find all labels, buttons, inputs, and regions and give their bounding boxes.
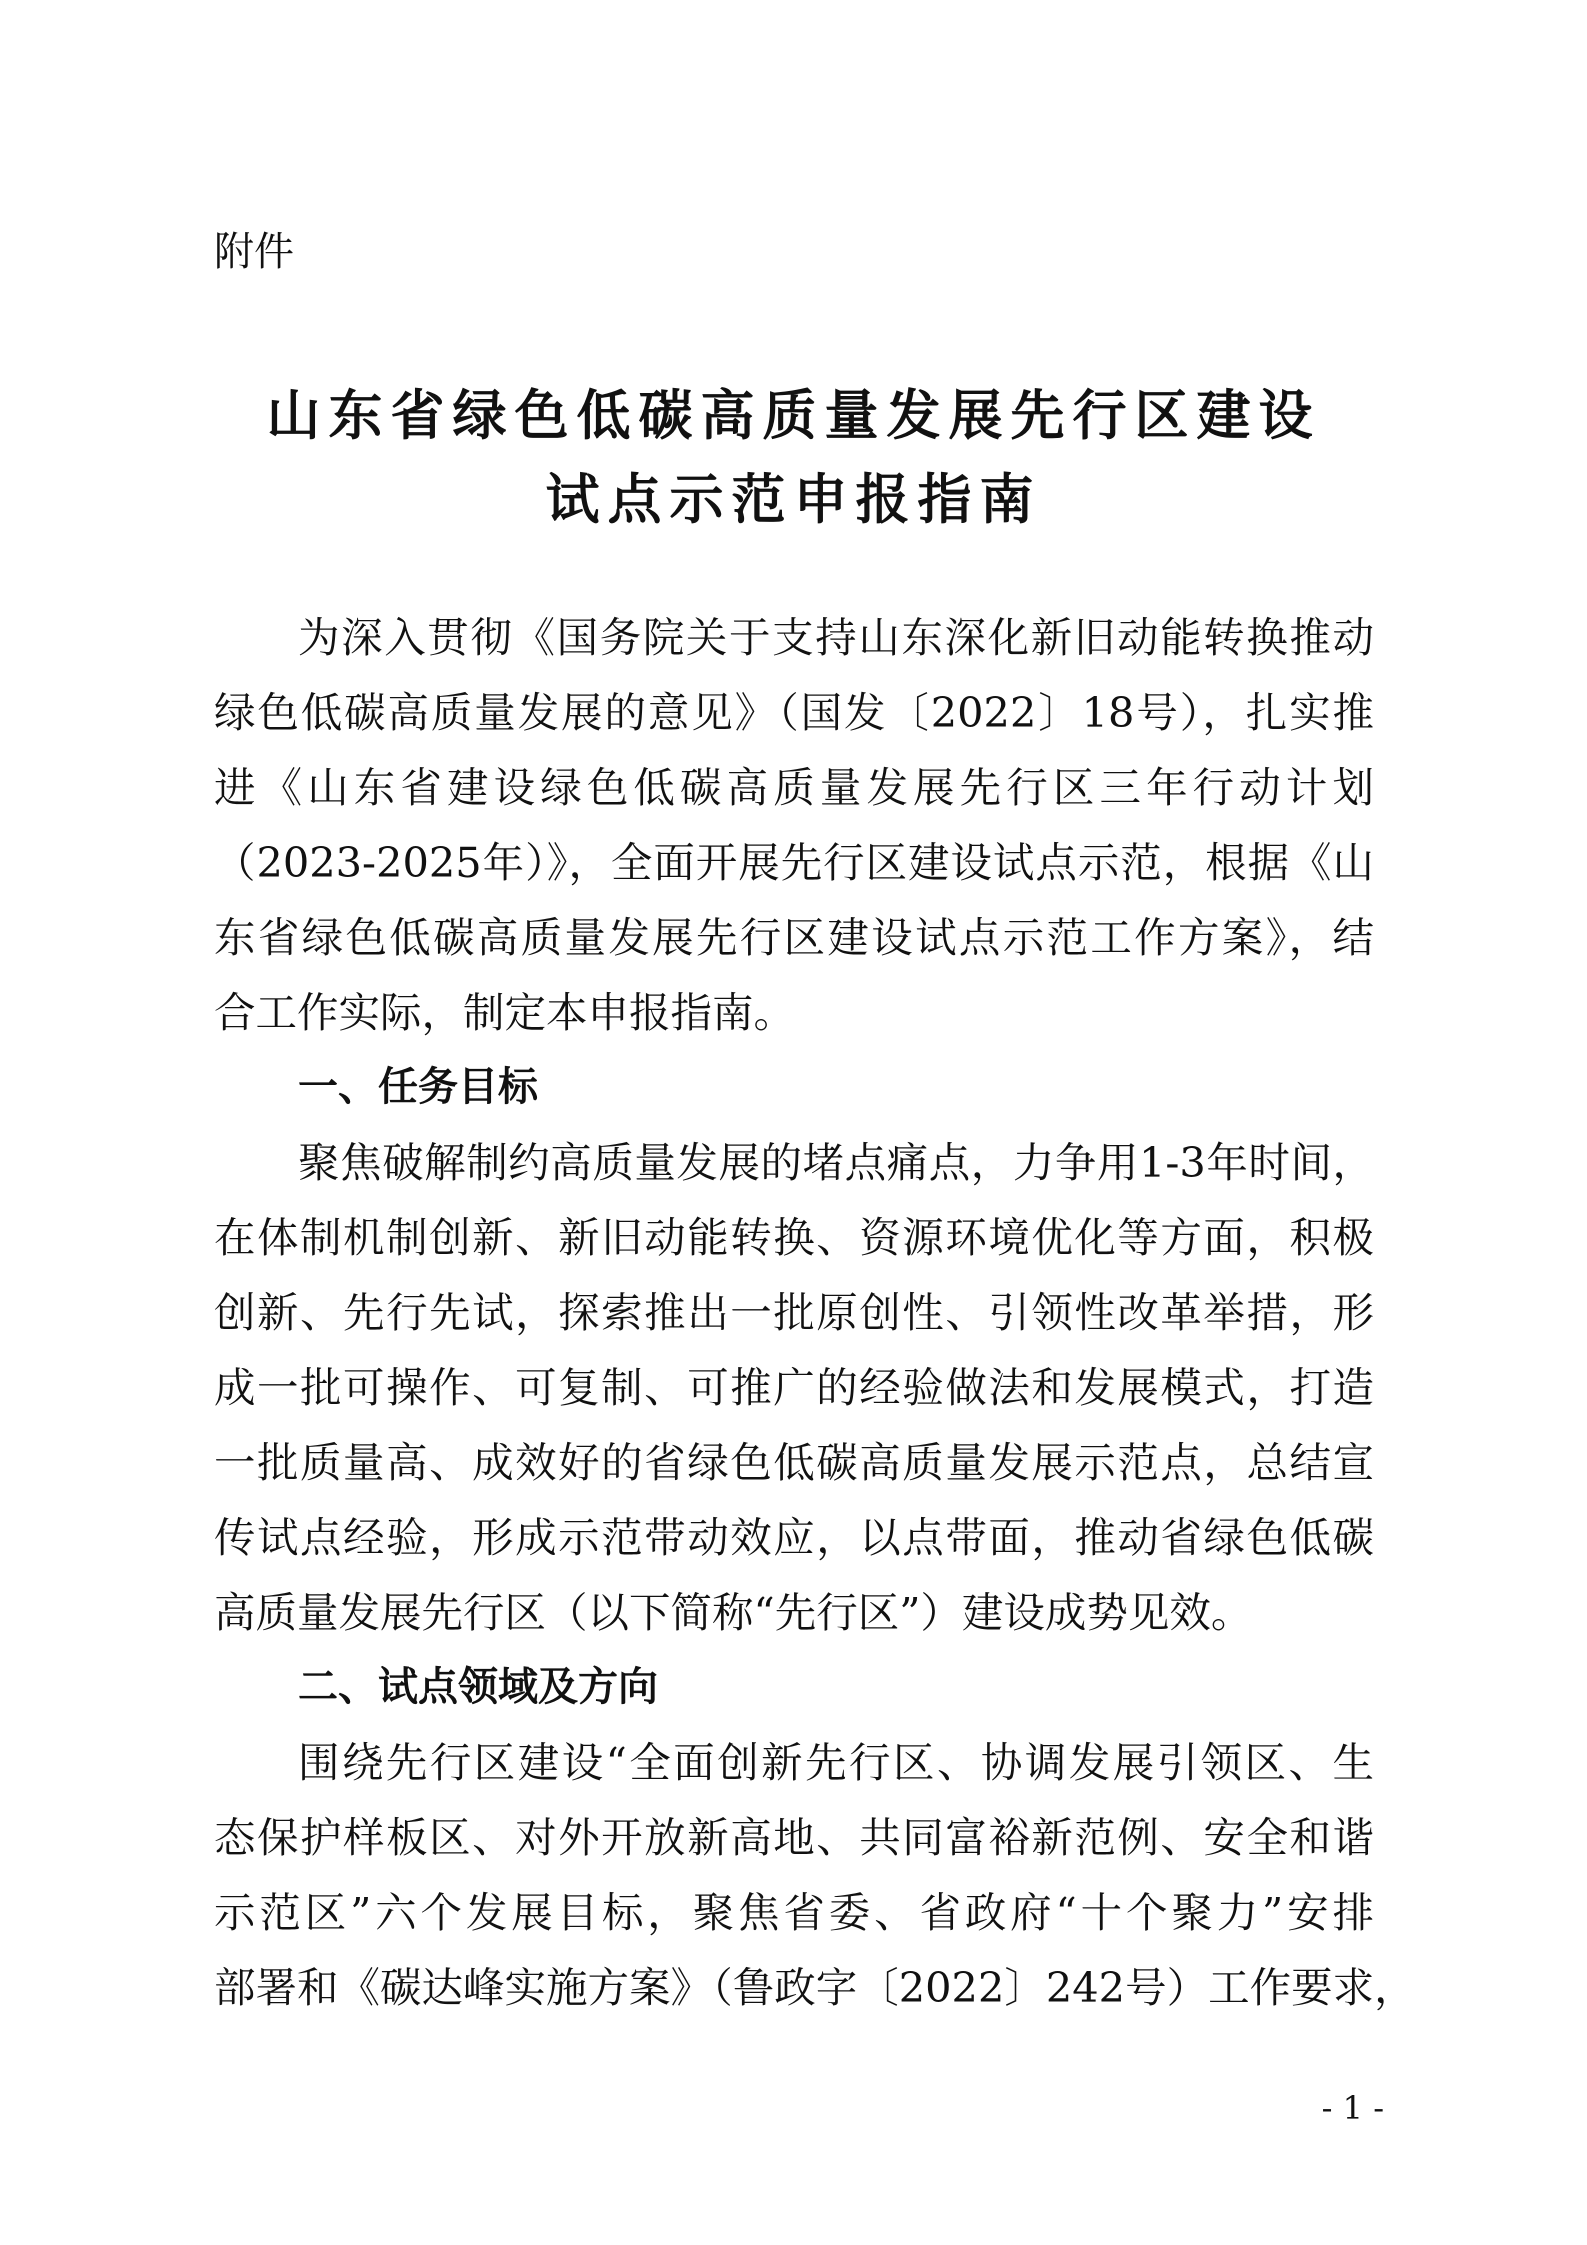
attachment-label: 附件 bbox=[214, 229, 294, 275]
paragraph-line: 创新、先行先试，探索推出一批原创性、引领性改革举措，形 bbox=[214, 1288, 1374, 1337]
paragraph-line: 成一批可操作、可复制、可推广的经验做法和发展模式，打造 bbox=[214, 1363, 1374, 1412]
paragraph-line: 一批质量高、成效好的省绿色低碳高质量发展示范点，总结宣 bbox=[214, 1438, 1374, 1487]
paragraph-line: 进《山东省建设绿色低碳高质量发展先行区三年行动计划 bbox=[214, 763, 1374, 812]
paragraph-line: 态保护样板区、对外开放新高地、共同富裕新范例、安全和谐 bbox=[214, 1813, 1374, 1862]
paragraph-line: 聚焦破解制约高质量发展的堵点痛点，力争用1-3年时间， bbox=[298, 1138, 1374, 1187]
section-heading: 一、任务目标 bbox=[298, 1064, 538, 1110]
title-line: 山东省绿色低碳高质量发展先行区建设 bbox=[266, 383, 1321, 447]
section-heading: 二、试点领域及方向 bbox=[298, 1664, 658, 1710]
document-title bbox=[0, 373, 1587, 541]
paragraph-line: （2023-2025年）》，全面开展先行区建设试点示范，根据《山 bbox=[214, 838, 1374, 887]
paragraph-line: 为深入贯彻《国务院关于支持山东深化新旧动能转换推动 bbox=[298, 613, 1374, 662]
paragraph-line: 合工作实际，制定本申报指南。 bbox=[214, 988, 796, 1037]
paragraph-line: 东省绿色低碳高质量发展先行区建设试点示范工作方案》，结 bbox=[214, 913, 1374, 962]
paragraph-line: 在体制机制创新、新旧动能转换、资源环境优化等方面，积极 bbox=[214, 1213, 1374, 1262]
document-body bbox=[214, 600, 1416, 2025]
paragraph-line: 传试点经验，形成示范带动效应，以点带面，推动省绿色低碳 bbox=[214, 1513, 1374, 1562]
paragraph-line: 高质量发展先行区（以下简称“先行区”）建设成势见效。 bbox=[214, 1588, 1253, 1637]
paragraph-line: 绿色低碳高质量发展的意见》（国发〔2022〕18号），扎实推 bbox=[214, 688, 1374, 737]
page-number: - 1 - bbox=[1321, 2089, 1384, 2127]
paragraph-line: 部署和《碳达峰实施方案》（鲁政字〔2022〕242号）工作要求， bbox=[214, 1963, 1416, 2012]
title-line: 试点示范申报指南 bbox=[545, 467, 1042, 531]
paragraph-line: 围绕先行区建设“全面创新先行区、协调发展引领区、生 bbox=[298, 1738, 1374, 1787]
paragraph-line: 示范区”六个发展目标，聚焦省委、省政府“十个聚力”安排 bbox=[214, 1888, 1374, 1937]
